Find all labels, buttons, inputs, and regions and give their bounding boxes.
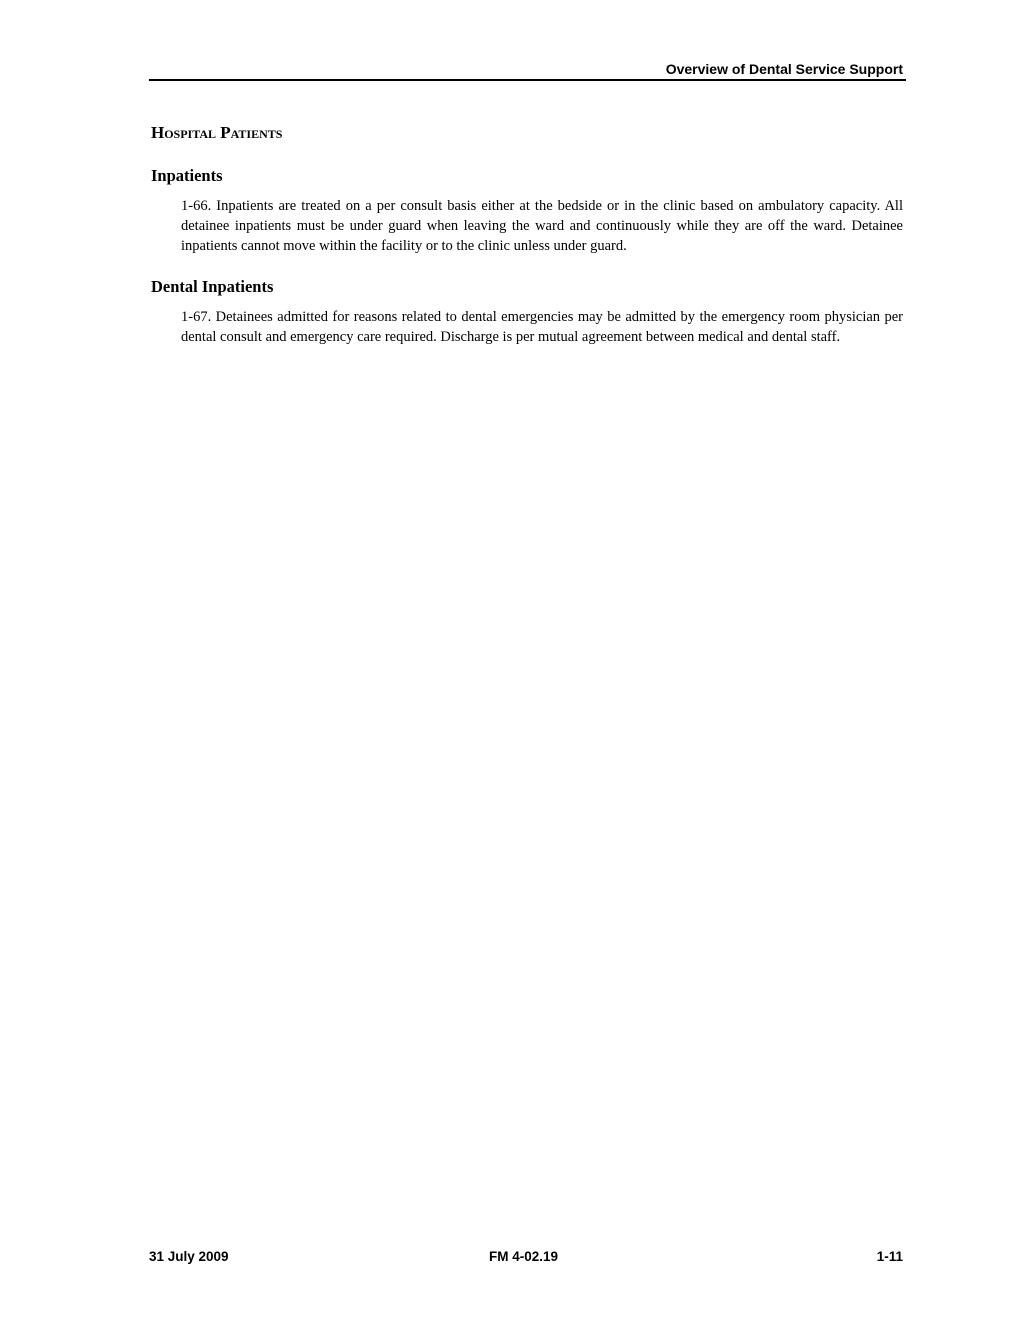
running-header-title: Overview of Dental Service Support bbox=[665, 61, 903, 77]
footer-date: 31 July 2009 bbox=[149, 1249, 229, 1264]
footer-publication: FM 4-02.19 bbox=[489, 1249, 559, 1264]
section-heading: Hospital Patients bbox=[151, 123, 283, 142]
subheading-dental-inpatients: Dental Inpatients bbox=[151, 277, 274, 296]
footer-page-number: 1-11 bbox=[876, 1249, 903, 1264]
page-footer bbox=[149, 1248, 906, 1268]
paragraph-1-67: 1-67. Detainees admitted for reasons related to dental emergencies may be admitted by the emergency room physician per dental consult and emergency care required. Discharge is per mutual agreement between medical and dental staff. bbox=[181, 309, 903, 345]
subheading-inpatients: Inpatients bbox=[151, 166, 223, 185]
running-header bbox=[149, 60, 906, 82]
paragraph-1-66: 1-66. Inpatients are treated on a per consult basis either at the bedside or in the clinic based on ambulatory capacity. All detainee inpatients must be under guard when leaving the ward and continuously while they are off the ward. Detainee inpatients cannot move within the facility or to the clinic unless under guard. bbox=[181, 198, 903, 254]
header-rule bbox=[149, 79, 906, 81]
